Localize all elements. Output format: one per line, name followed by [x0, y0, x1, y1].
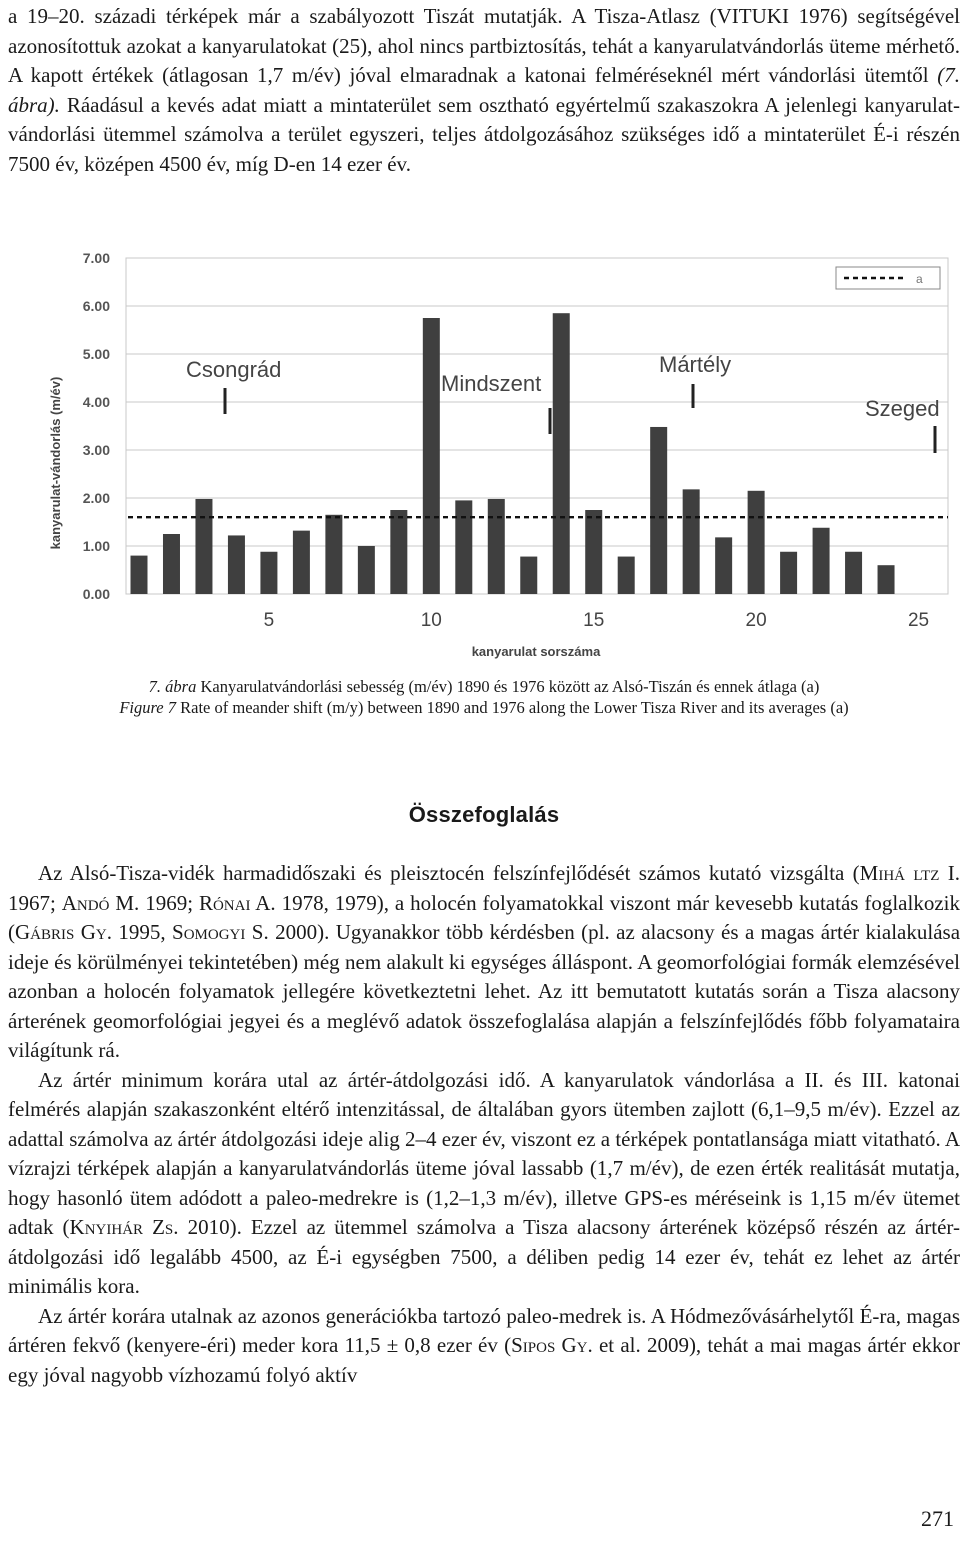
author-gabris: Gábris Gy	[15, 920, 107, 944]
author-sipos: Sipos Gy	[511, 1333, 588, 1357]
bar-16	[618, 557, 635, 594]
bar-19	[715, 537, 732, 594]
caption-en-text: Rate of meander shift (m/y) between 1890 and 1976 along the Lower Tisza River and its averages (a)	[176, 698, 849, 717]
author-ronai: Rónai	[198, 890, 251, 915]
p1-text-5: . 1995,	[106, 920, 173, 944]
annotation-csongrad: Csongrád	[186, 357, 282, 382]
y-tick-label: 0.00	[82, 586, 110, 602]
p1-text-2: I. 1967;	[8, 861, 960, 915]
author-knyihar: Knyihár Zs	[69, 1215, 174, 1239]
p1-text-1: Az Alsó-Tisza-vidék harmadidőszaki és pleisztocén felszínfejlődését számos kutató vizsgálta (	[38, 861, 860, 885]
p2-text-1: Az ártér minimum korára utal az ártér-átdolgozási idő. A kanyarulatok vándorlása a II. és III. katonai felmérés alapján szakaszonként eltérő intenzitással, de általában gyors ütemben zajlott (6,1–9,5 m/év). Ezzel az adattal számolva az ártér átdolgozási ideje alig 2–4 ezer év, viszont ez a térképek pontatlansága miatt vitatható. A vízrajzi térképek alapján a kanyarulatvándorlás üteme jóval lassabb (1,7 m/év), de ezen érték realitását mutatja, hogy hasonló ütem adódott a paleo-medrekre is (1,2–1,3 m/év), illetve GPS-es méréseink is 1,15 m/év ütemet adtak (	[8, 1067, 960, 1239]
summary-body	[8, 859, 960, 1390]
y-tick-label: 4.00	[82, 394, 110, 410]
bar-18	[683, 489, 700, 594]
summary-paragraph-3	[8, 1302, 960, 1391]
y-tick-label: 5.00	[82, 346, 110, 362]
caption-hu-text: Kanyarulatvándorlási sebesség (m/év) 1890 és 1976 között az Alsó-Tiszán és ennek átlaga (a)	[196, 677, 820, 696]
x-tick-label: 25	[907, 610, 930, 631]
bar-12	[488, 499, 505, 594]
author-ando: Andó	[61, 890, 110, 915]
intro-paragraph	[8, 0, 960, 179]
annotation-mindszent: Mindszent	[441, 371, 542, 396]
bar-15	[585, 510, 602, 594]
intro-text-2: Ráadásul a kevés adat miatt a mintaterület sem osztható egyértelmű szakaszokra A jelenlegi kanyarulat-vándorlási ütemmel számolva a terület egyszeri, teljes átdolgozásához szükséges idő a mintaterület É-i részén 7500 év, középen 4500 év, míg D-en 14 ezer év.	[8, 92, 960, 176]
bar-24	[878, 565, 895, 594]
bar-20	[748, 491, 765, 594]
bar-chart	[8, 238, 960, 668]
y-tick-label: 1.00	[82, 538, 110, 554]
author-somogyi: Somogyi	[172, 920, 246, 944]
annotation-szeged: Szeged	[865, 396, 940, 421]
p2-text-2: . 2010). Ezzel az ütemmel számolva a Tisza alacsony árterének középső részén az ártér-átdolgozási idő legalább 4500, az É-i egységben 7500, a déliben pedig 14 ezer év, tehát ez lehet az ártér minimális kora.	[8, 1215, 960, 1298]
y-tick-label: 2.00	[82, 490, 110, 506]
page	[8, 0, 960, 1531]
bar-21	[780, 552, 797, 594]
annotation-martely: Mártély	[659, 352, 732, 377]
legend-label: a	[916, 272, 923, 286]
figure-reference: (7. ábra).	[8, 63, 960, 117]
bar-10	[423, 318, 440, 594]
bar-3	[195, 499, 212, 594]
bar-14	[553, 313, 570, 594]
section-heading: Összefoglalás	[408, 802, 560, 827]
bar-8	[358, 546, 375, 594]
bar-4	[228, 535, 245, 594]
bar-6	[293, 531, 310, 594]
bar-1	[131, 556, 148, 594]
x-tick-label: 20	[745, 610, 767, 631]
bar-11	[455, 500, 472, 594]
x-axis-label: kanyarulat sorszáma	[471, 644, 601, 659]
caption-hu-label: 7. ábra	[148, 677, 197, 696]
bar-23	[845, 552, 862, 594]
x-tick-label: 10	[420, 610, 442, 631]
caption-en-label: Figure 7	[119, 698, 176, 717]
p1-text-4: A. 1978, 1979), a holocén folyamatokkal viszont már kevesebb kutatás foglalkozik (	[8, 890, 960, 944]
y-axis-label: kanyarulat-vándorlás (m/év)	[48, 376, 63, 550]
p1-text-6: S. 2000). Ugyanakkor több kérdésben (pl. az alacsony és a magas ártér kialakulása ideje és körülményei tekintetében) még nem alakult ki egységes álláspont. A geomorfológiai formák elemzésével azonban a holocén folyamatok jellegére következtetni lehet. Az itt bemutatott kutatás során a Tisza alacsony árterének geomorfológiai jegyei és a meglévő adatok összefoglalása alapján a felszínfejlődés főbb folyamataira világítunk rá.	[8, 920, 960, 1062]
x-tick-label: 15	[583, 610, 605, 631]
figure-caption-en	[8, 697, 960, 719]
bar-2	[163, 534, 180, 594]
page-number: 271	[921, 1506, 954, 1531]
p1-text-3: M. 1969;	[109, 890, 199, 915]
bar-17	[650, 427, 667, 594]
y-tick-label: 6.00	[82, 298, 110, 314]
bar-13	[520, 557, 537, 594]
author-mihaltz: Mihá ltz	[859, 861, 940, 885]
bar-5	[260, 552, 277, 594]
x-tick-label: 5	[263, 610, 275, 631]
figure-caption-hu	[8, 676, 960, 698]
y-tick-label: 7.00	[82, 250, 110, 266]
summary-paragraph-1	[8, 859, 960, 1066]
bar-22	[813, 528, 830, 594]
bar-9	[390, 510, 407, 594]
bar-7	[325, 515, 342, 594]
p3-text-2: . et al. 2009), tehát a mai magas ártér ekkor egy jóval nagyobb vízhozamú folyó aktív	[8, 1333, 960, 1387]
p3-text-1: Az ártér korára utalnak az azonos generációkba tartozó paleo-medrek is. A Hódmezővásárhelytől É-ra, magas ártéren fekvő (kenyere-éri) meder kora 11,5 ± 0,8 ezer év (	[8, 1303, 960, 1357]
y-tick-label: 3.00	[82, 442, 110, 458]
summary-paragraph-2	[8, 1066, 960, 1302]
intro-text-1: a 19–20. századi térképek már a szabályozott Tiszát mutatják. A Tisza-Atlasz (VITUKI 1976) segítségével azonosítottuk azokat a kanyarulatokat (25), ahol nincs partbiztosítás, tehát a kanyarulatvándorlás üteme mérhető. A kapott értékek (átlagosan 1,7 m/év) jóval elmaradnak a katonai felméréseknél mért vándorlási ütemtől	[8, 4, 960, 87]
legend	[836, 267, 940, 289]
